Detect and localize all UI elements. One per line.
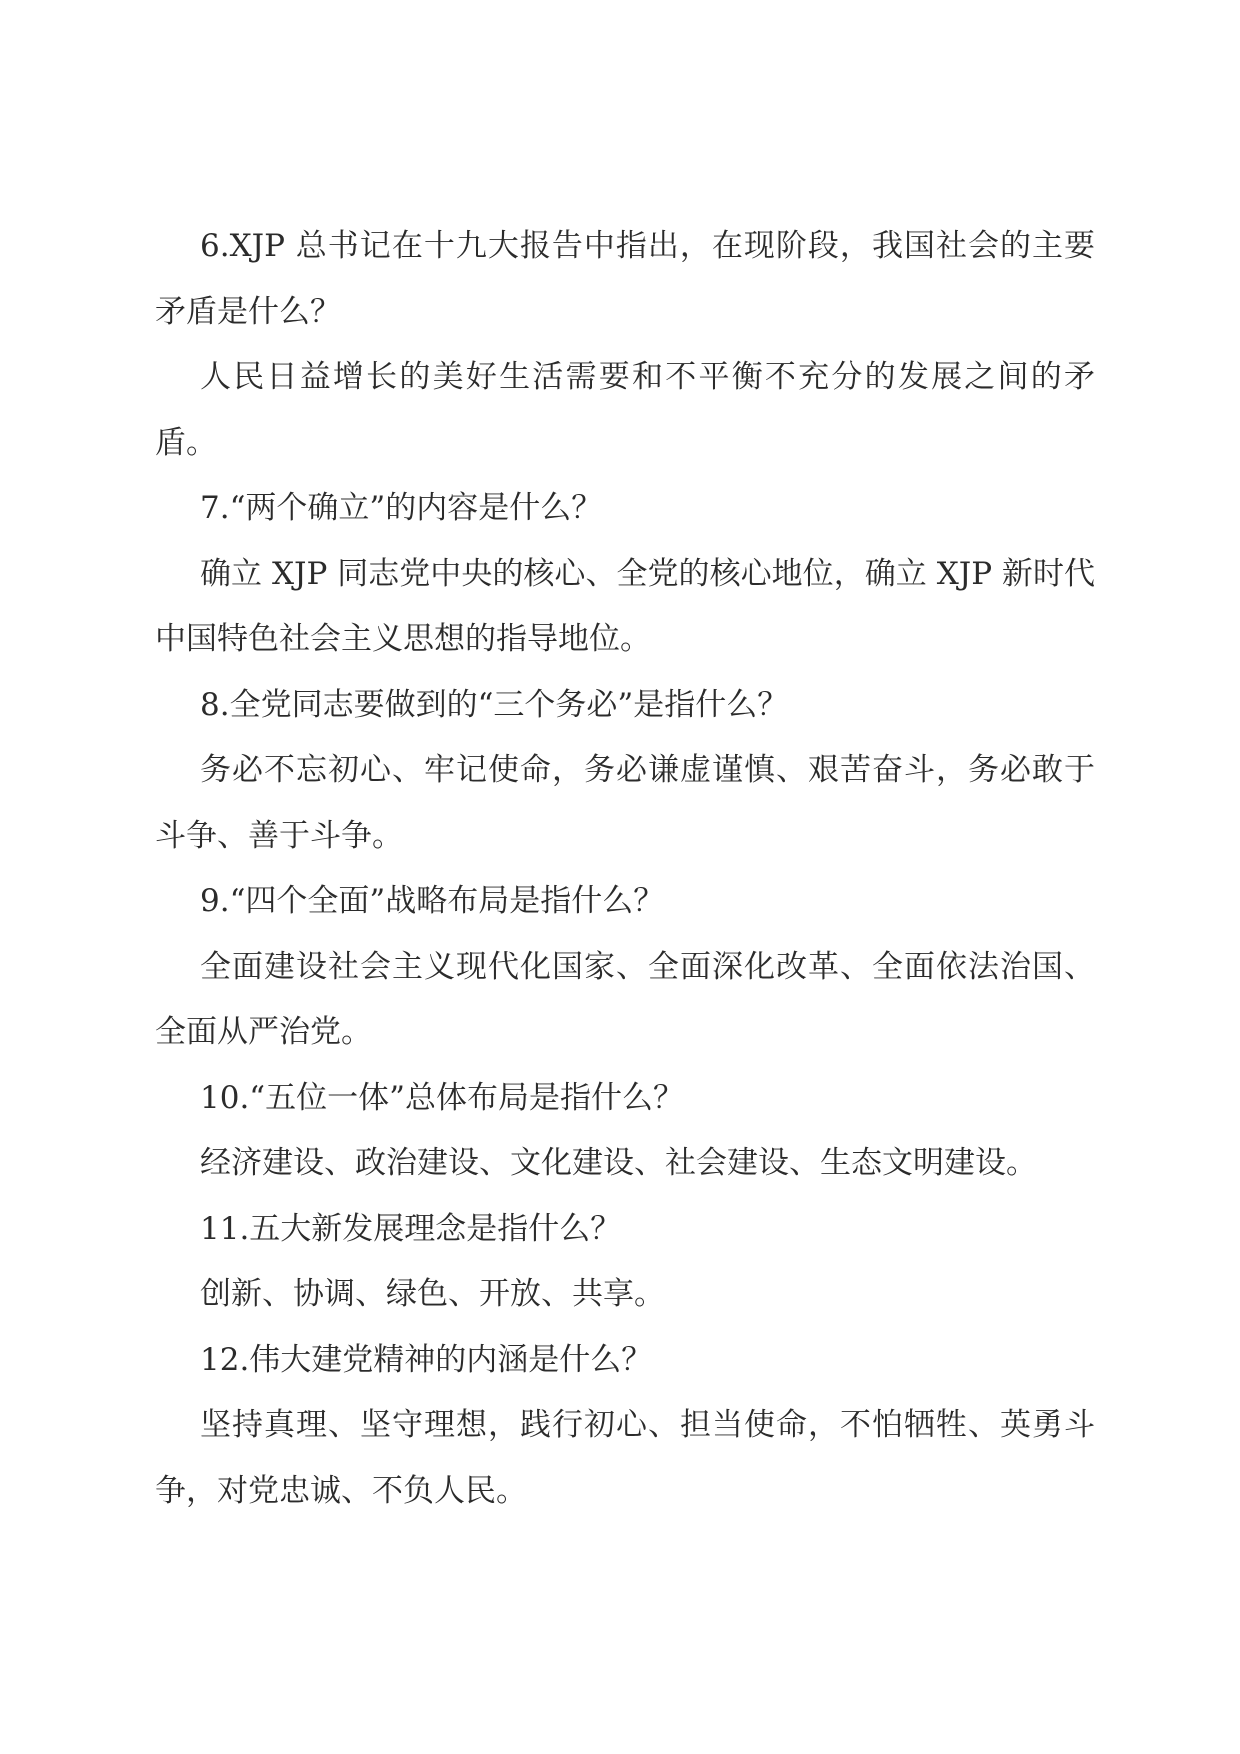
question-6: 6.XJP 总书记在十九大报告中指出，在现阶段，我国社会的主要矛盾是什么？: [155, 228, 1095, 330]
question-11: 11.五大新发展理念是指什么？: [200, 1210, 622, 1247]
question-12: 12.伟大建党精神的内涵是什么？: [200, 1341, 653, 1378]
answer-12: 坚持真理、坚守理想，践行初心、担当使命，不怕牺牲、英勇斗争，对党忠诚、不负人民。: [155, 1407, 1095, 1509]
question-9: 9.“四个全面”战略布局是指什么？: [200, 883, 665, 919]
question-7: 7.“两个确立”的内容是什么？: [200, 490, 603, 526]
answer-6: 人民日益增长的美好生活需要和不平衡不充分的发展之间的矛盾。: [155, 359, 1095, 461]
answer-8: 务必不忘初心、牢记使命，务必谦虚谨慎、艰苦奋斗，务必敢于斗争、善于斗争。: [155, 752, 1095, 854]
answer-11: 创新、协调、绿色、开放、共享。: [200, 1276, 665, 1312]
question-8: 8.全党同志要做到的“三个务必”是指什么？: [200, 686, 789, 723]
document-page: [155, 214, 1095, 1524]
answer-7: 确立 XJP 同志党中央的核心、全党的核心地位，确立 XJP 新时代中国特色社会主义思想的指导地位。: [155, 555, 1095, 657]
question-10: 10.“五位一体”总体布局是指什么？: [200, 1079, 684, 1116]
answer-9: 全面建设社会主义现代化国家、全面深化改革、全面依法治国、全面从严治党。: [155, 948, 1095, 1050]
answer-10: 经济建设、政治建设、文化建设、社会建设、生态文明建设。: [200, 1145, 1037, 1181]
